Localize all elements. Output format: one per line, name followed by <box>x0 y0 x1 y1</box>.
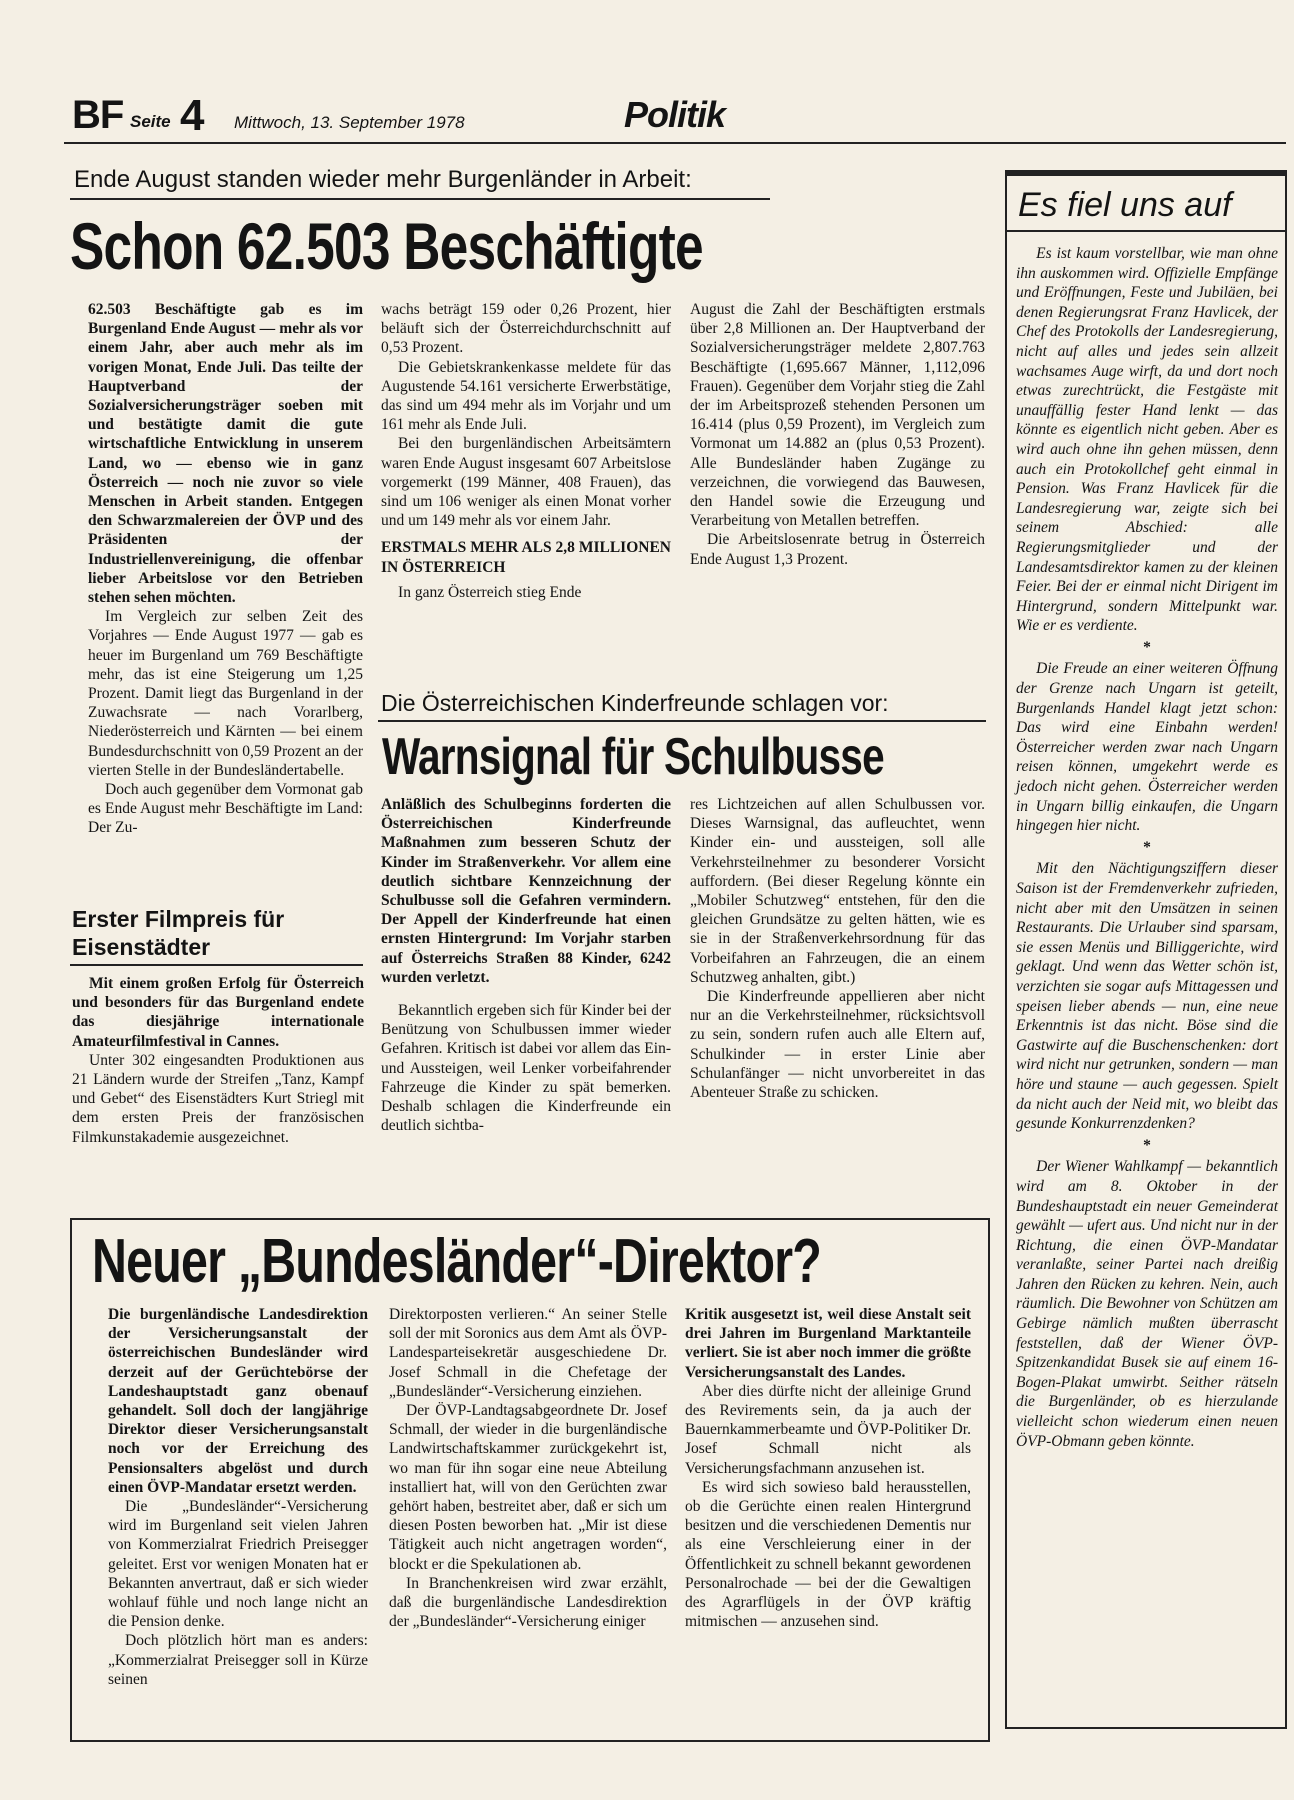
glosse-paragraph: Die Freude an einer weiteren Öffnung der Grenze nach Ungarn ist geteilt, Burgenlands Handel klagt jetzt schon: Das wird eine Einbahn werden! Österreicher werden zwar nach Ungarn reisen können, umgekehrt werde es jedoch nicht gehen. Österreicher werden in Ungarn billig einkaufen, die Ungarn hingegen hier nicht. <box>1016 660 1278 835</box>
glosse-text <box>1016 244 1278 1451</box>
article3-lead-2: Kritik ausgesetzt ist, weil diese Anstalt seit drei Jahren im Burgenland Marktanteile verliert. Sie ist aber noch immer die größte Versicherungsanstalt des Landes. <box>685 1306 971 1381</box>
film-lead: Mit einem großen Erfolg für Österreich und besonders für das Burgenland endete das diesjährige internationale Amateurfilmfestival in Cannes. <box>72 975 364 1050</box>
article2-column-2 <box>690 795 985 1102</box>
article1-column-2 <box>381 300 671 602</box>
article3-column-1 <box>108 1305 368 1689</box>
article1-paragraph: In ganz Österreich stieg Ende <box>398 583 582 601</box>
article1-paragraph: Doch auch gegenüber dem Vormonat gab es Ende August mehr Beschäftigte im Land: Der Zu- <box>88 781 363 837</box>
article3-paragraph: Der ÖVP-Landtagsabgeordnete Dr. Josef Schmall, der wieder in die burgenländische Landwirtschaftskammer zurückgekehrt ist, wo man für ihn sogar eine neue Abteilung installiert hat, will von den Gerüchten zwar gehört haben, bestreitet aber, daß er sich um diesen Posten beworben hat. „Mir ist diese Tätigkeit auch nicht angetragen worden“, blockt er die Spekulationen ab. <box>389 1402 667 1573</box>
separator-star: * <box>1143 1136 1151 1154</box>
separator-star: * <box>1143 838 1151 856</box>
separator-star: * <box>1143 638 1151 656</box>
section-title: Politik <box>624 94 726 135</box>
article3-paragraph: Aber dies dürfte nicht der alleinige Grund des Revirements sein, da ja auch der Bauernkammerbeamte und ÖVP-Politiker Dr. Josef Schmall nicht als Versicherungsfachmann anzusehen ist. <box>685 1382 971 1477</box>
glosse-title: Es fiel uns auf <box>1018 186 1232 224</box>
article1-subheading: ERSTMALS MEHR ALS 2,8 MILLIONEN IN ÖSTERREICH <box>381 539 671 576</box>
article1-lead: 62.503 Beschäftigte gab es im Burgenland Ende August — mehr als vor einem Jahr, aber auch mehr als im vorigen Monat, Ende Juli. Das teilte der Hauptverband der Sozialversicherungsträger soeben mit und bestätigte damit die gute wirtschaftliche Entwicklung in unserem Land, wo — ebenso wie in ganz Österreich — noch nie zuvor so viele Menschen in Arbeit standen. Entgegen den Schwarzmalereien der ÖVP und des Präsidenten der Industriellenvereinigung, die offenbar lieber Arbeitslose vor den Betrieben stehen sehen möchten. <box>88 301 363 607</box>
article2-column-1 <box>381 795 671 1135</box>
article1-paragraph: wachs beträgt 159 oder 0,26 Prozent, hier beläuft sich der Österreichdurchschnitt auf 0,53 Prozent. <box>381 301 671 357</box>
film-rule <box>70 964 363 966</box>
article1-headline: Schon 62.503 Beschäftigte <box>70 209 703 283</box>
article3-lead: Die burgenländische Landesdirektion der Versicherungsanstalt der österreichischen Bundesländer wird derzeit auf der Gerüchtebörse der Landeshauptstadt ganz obenauf gehandelt. Soll doch der langjährige Direktor dieser Versicherungsanstalt noch vor der Erreichung des Pensionsalters abgelöst und durch einen ÖVP-Mandatar ersetzt werden. <box>108 1306 368 1496</box>
issue-date: Mittwoch, 13. September 1978 <box>234 113 465 132</box>
article3-column-2 <box>389 1305 667 1631</box>
page-label: Seite <box>130 112 171 131</box>
article1-paragraph: August die Zahl der Beschäftigten erstmals über 2,8 Millionen an. Der Hauptverband der Sozialversicherungsträger meldete 2,807.763 Beschäftigte (1,695.667 Männer, 1,112,096 Frauen). Gegenüber dem Vorjahr stieg die Zahl der im Arbeitsprozeß stehenden Personen um 16.414 (plus 0,59 Prozent), im Vergleich zum Vormonat um 14.882 an (plus 0,53 Prozent). Alle Bundesländer haben Zugänge zu verzeichnen, die vorwiegend das Bauwesen, den Handel sowie die Erzeugung und Verarbeitung von Metallen betreffen. <box>690 301 985 530</box>
article2-headline: Warnsignal für Schulbusse <box>382 728 884 786</box>
header-rule <box>64 142 1286 144</box>
article1-column-1 <box>88 300 363 838</box>
glosse-top-bar <box>1005 170 1287 176</box>
film-headline: Erster Filmpreis für Eisenstädter <box>72 906 285 960</box>
article1-paragraph: Die Gebietskrankenkasse meldete für das Augustende 54.161 versicherte Erwerbstätige, das sind um 494 mehr als im Vorjahr und um 161 mehr als Ende Juli. <box>381 358 671 434</box>
article3-paragraph: Doch plötzlich hört man es anders: „Kommerzialrat Preisegger soll in Kürze seinen <box>108 1632 368 1688</box>
glosse-title-rule <box>1005 230 1287 232</box>
page-number: 4 <box>180 91 205 140</box>
glosse-paragraph: Der Wiener Wahlkampf — bekanntlich wird am 8. Oktober in der Bundeshauptstadt ein neuer Gemeinderat gewählt — ufert aus. Und nicht nur in der Richtung, die einen ÖVP-Mandatar veranlaßte, seiner Partei nach dreißig Jahren den Rücken zu kehren. Nein, auch räumlich. Die Bewohner von Schützen am Gebirge nämlich mußten überrascht feststellen, daß der Wiener ÖVP-Spitzenkandidat Busek sie auf einem 16-Bogen-Plakat umwirbt. Seither rätseln die Burgenländer, ob es hierzulande vielleicht schon wiederum einen neuen ÖVP-Obmann geben könnte. <box>1016 1158 1278 1450</box>
film-body <box>72 974 364 1147</box>
article1-paragraph: Die Arbeitslosenrate betrug in Österreich Ende August 1,3 Prozent. <box>690 531 985 568</box>
article3-column-3 <box>685 1305 971 1631</box>
masthead-logo: BF <box>72 93 124 137</box>
article1-paragraph: Bei den burgenländischen Arbeitsämtern waren Ende August insgesamt 607 Arbeitslose vorgemerkt (199 Männer, 408 Frauen), das sind um 106 weniger als einen Monat vorher und um 149 mehr als vor einem Jahr. <box>381 435 671 530</box>
article2-paragraph: Die Kinderfreunde appellieren aber nicht nur an die Verkehrsteilnehmer, rücksichtsvoll zu sein, sondern rufen auch alle Eltern auf, Schulkinder — in erster Linie aber Schulanfänger — nicht unvorbereitet in das Abenteuer Straße zu schicken. <box>690 988 985 1102</box>
article2-lead: Anläßlich des Schulbeginns forderten die Österreichischen Kinderfreunde Maßnahmen zum besseren Schutz der Kinder im Straßenverkehr. Vor allem eine deutlich sichtbare Kennzeichnung der Schulbusse soll die Gefahren vermindern. Der Appell der Kinderfreunde hat einen ernsten Hintergrund: Im Vorjahr starben auf Österreichs Straßen 88 Kinder, 6242 wurden verletzt. <box>381 796 671 986</box>
glosse-paragraph: Es ist kaum vorstellbar, wie man ohne ihn auskommen wird. Offizielle Empfänge und Eröffnungen, Feste und Jubiläen, bei denen Regierungsrat Franz Havlicek, der Chef des Protokolls der Landesregierung, nicht auf alles und jedes sein allzeit wachsames Auge wirft, da und dort noch etwas zurechtrückt, die Festgäste mit unauffällig fester Hand lenkt — das könnte es eigentlich nicht geben. Aber es wird auch ohne ihn gehen müssen, denn auch ein Protokollchef geht einmal in Pension. Was Franz Havlicek für die Landesregierung war, zeigte sich bei seinem Abschied: alle Regierungsmitglieder und der Landesamtsdirektor kamen zu der kleinen Feier. Bei der er einmal nicht Dirigent im Hintergrund, sondern Mittelpunkt war. Wie er es verdiente. <box>1016 245 1278 635</box>
article3-paragraph: Es wird sich sowieso bald herausstellen, ob die Gerüchte einen realen Hintergrund besitzen und die verschiedenen Dementis nur als eine Verschleierung einer in der Öffentlichkeit zu schnell bekannt gewordenen Personalrochade — bei der die Gewaltigen des Agrarflügels in der ÖVP kräftig mitmischen — anzusehen sind. <box>685 1478 971 1631</box>
kicker-underline <box>70 198 770 200</box>
glosse-paragraph: Mit den Nächtigungsziffern dieser Saison ist der Fremdenverkehr zufrieden, nicht aber mit den Umsätzen in seinen Restaurants. Die Urlauber sind sparsam, sie essen Menüs und Billiggerichte, wird geklagt. Und wenn das Wetter schön ist, verzichten sie sogar aufs Mittagessen und speisen lieber abends — nun, eine neue Erkenntnis ist das nicht. Böse sind die Gastwirte auf die Buschenschenken: dort wird nicht nur getrunken, sondern — man höre und staune — auch gegessen. Spielt da nicht auch der Neid mit, wo bleibt das gesunde Konkurrenzdenken? <box>1016 860 1278 1133</box>
article3-headline: Neuer „Bundesländer“-Direktor? <box>92 1227 822 1296</box>
article2-paragraph: Bekanntlich ergeben sich für Kinder bei der Benützung von Schulbussen immer wieder Gefahren. Kritisch ist dabei vor allem das Ein- und Aussteigen, weil Lenker vorbeifahrender Fahrzeuge die Kinder zu spät bemerken. Deshalb schlagen die Kinderfreunde ein deutlich sichtba- <box>381 1002 671 1135</box>
article1-kicker: Ende August standen wieder mehr Burgenländer in Arbeit: <box>74 166 692 193</box>
article3-paragraph: In Branchenkreisen wird zwar erzählt, daß die burgenländische Landesdirektion der „Bundesländer“-Versicherung einiger <box>389 1574 667 1631</box>
article2-paragraph: res Lichtzeichen auf allen Schulbussen vor. Dieses Warnsignal, das aufleuchtet, wenn Kinder ein- und aussteigen, soll alle Verkehrsteilnehmer zu besonderer Vorsicht auffordern. (Bei dieser Regelung könnte ein „Mobiler Schutzweg“ entstehen, für den die gleichen Grundsätze zu gelten hätten, wie es sie in der Straßenverkehrsordnung für das Vorbeifahren an Fahrzeugen, die an einem Schutzweg anhalten, gibt.) <box>690 796 985 986</box>
kicker-underline <box>378 720 986 722</box>
article1-column-3 <box>690 300 985 569</box>
article3-paragraph: Die „Bundesländer“-Versicherung wird im Burgenland seit vielen Jahren von Kommerzialrat Friedrich Preisegger geleitet. Erst vor wenigen Monaten hat er Bekannten anvertraut, daß er sich wieder wohlauf fühle und noch lange nicht an die Pension denke. <box>108 1498 368 1631</box>
article2-kicker: Die Österreichischen Kinderfreunde schlagen vor: <box>381 690 889 716</box>
article3-paragraph: Direktorposten verlieren.“ An seiner Stelle soll der mit Soronics aus dem Amt als ÖVP-Landesparteisekretär ausgeschiedene Dr. Josef Schmall in die Chefetage der „Bundesländer“-Versicherung einziehen. <box>389 1306 667 1400</box>
film-paragraph: Unter 302 eingesandten Produktionen aus 21 Ländern wurde der Streifen „Tanz, Kampf und Gebet“ des Eisenstädters Kurt Striegl mit dem ersten Preis der französischen Filmkunstakademie ausgezeichnet. <box>72 1051 364 1146</box>
article1-paragraph: Im Vergleich zur selben Zeit des Vorjahres — Ende August 1977 — gab es heuer im Burgenland um 769 Beschäftigte mehr, das ist eine Steigerung um 1,25 Prozent. Damit liegt das Burgenland in der Zuwachsrate — nach Vorarlberg, Niederösterreich und Kärnten — bei einem Bundesdurchschnitt von 0,59 Prozent an der vierten Stelle in der Bundesländertabelle. <box>88 608 363 779</box>
